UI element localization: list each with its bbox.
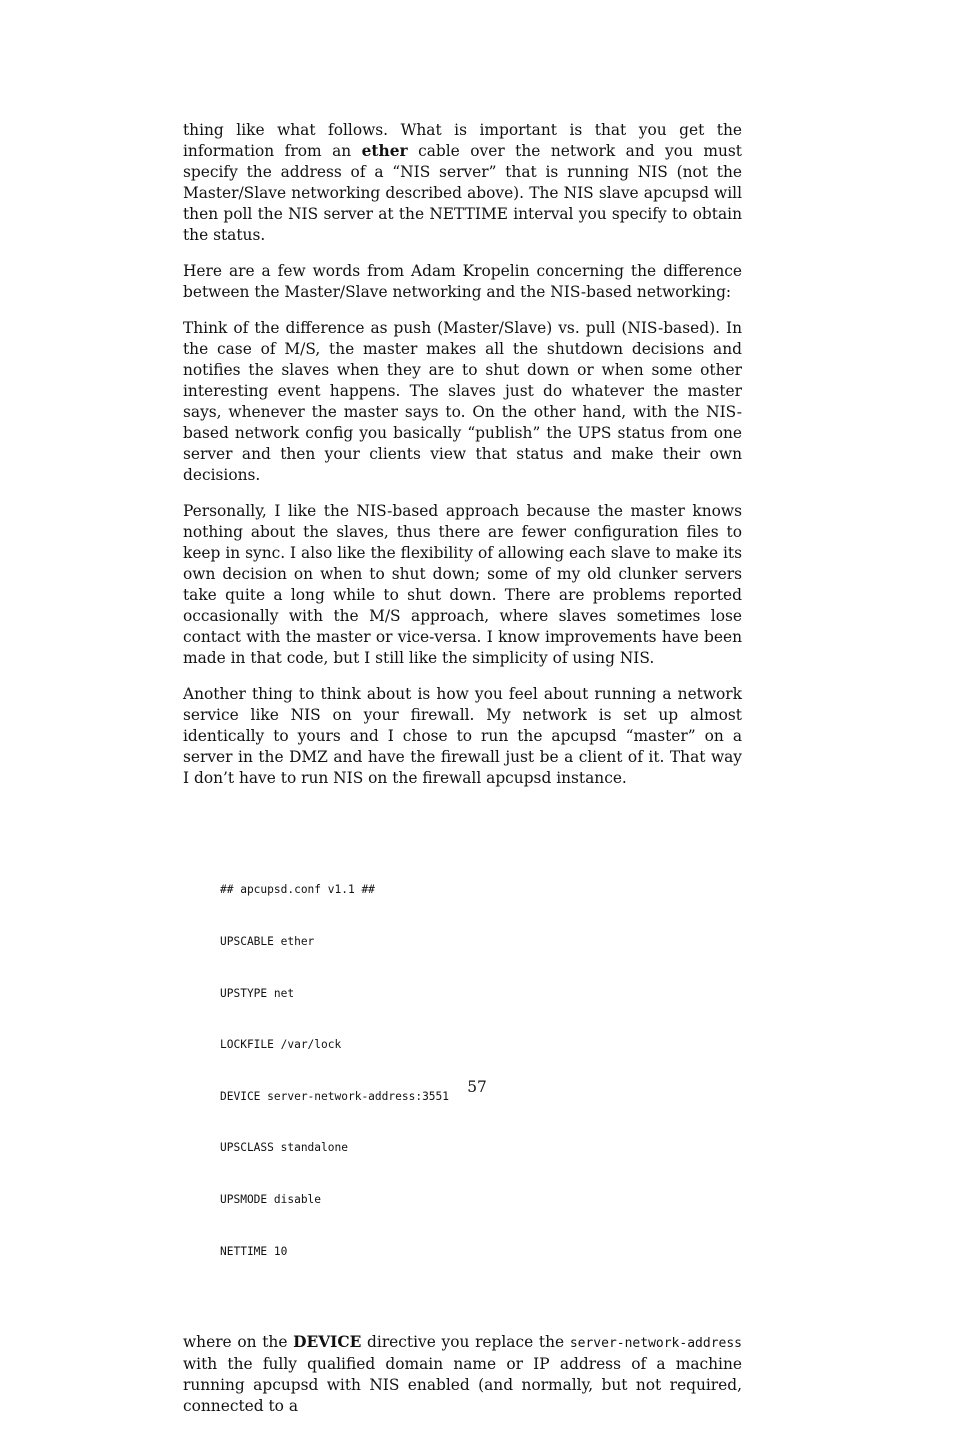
bold-term-device: DEVICE — [293, 1333, 362, 1352]
paragraph-text: thing like what follows. What is important is that you get the information from an — [183, 121, 742, 160]
page-body — [183, 120, 742, 1432]
bold-term-ether: ether — [361, 142, 408, 160]
paragraph-kropelin-intro: Here are a few words from Adam Kropelin concerning the difference between the Master/Slave networking and the NIS-based networking: — [183, 262, 742, 301]
code-line: ## apcupsd.conf v1.1 ## — [220, 883, 375, 897]
code-line: UPSMODE disable — [220, 1193, 322, 1207]
paragraph-text: with the fully qualified domain name or IP address of a machine running apcupsd with NIS enabled (and normally, but not required, connected to a — [183, 1355, 742, 1416]
paragraph-nis-intro — [183, 120, 742, 246]
code-line: UPSCABLE ether — [220, 935, 315, 949]
code-line: DEVICE server-network-address:3551 — [220, 1089, 450, 1103]
code-line: UPSCLASS standalone — [220, 1141, 348, 1155]
page-number: 57 — [467, 1078, 487, 1096]
paragraph-device-directive — [183, 1332, 742, 1417]
paragraph-text: cable over the network and you must specify the address of a “NIS server” that is running NIS (not the Master/Slave networking described above). The NIS slave apcupsd will then poll the NIS server at the NETTIME interval you specify to obtain the status. — [183, 142, 742, 244]
code-line: UPSTYPE net — [220, 986, 295, 1000]
config-code-block — [220, 847, 742, 1294]
paragraph-push-vs-pull: Think of the difference as push (Master/Slave) vs. pull (NIS-based). In the case of M/S, the master makes all the shutdown decisions and notifies the slaves when they are to shut down or when some other interesting event happens. The slaves just do whatever the master says, whenever the master says to. On the other hand, with the NIS-based network config you basically “publish” the UPS status from one server and then your clients view that status and make their own decisions. — [183, 319, 742, 484]
code-line: NETTIME 10 — [220, 1244, 288, 1258]
paragraph-text: where on the — [183, 1333, 294, 1352]
paragraph-firewall: Another thing to think about is how you feel about running a network service like NIS on your firewall. My network is set up almost identically to yours and I chose to run the apcupsd “master” on a server in the DMZ and have the firewall just be a client of it. That way I don’t have to run NIS on the firewall apcupsd instance. — [183, 685, 742, 787]
paragraph-text: directive you replace the — [361, 1333, 570, 1352]
paragraph-personal-preference: Personally, I like the NIS-based approach because the master knows nothing about the slaves, thus there are fewer configuration files to keep in sync. I also like the flexibility of allowing each slave to make its own decision on when to shut down; some of my old clunker servers take quite a long while to shut down. There are problems reported occasionally with the M/S approach, where slaves sometimes lose contact with the master or vice-versa. I know improvements have been made in that code, but I still like the simplicity of using NIS. — [183, 502, 742, 667]
code-line: LOCKFILE /var/lock — [220, 1038, 342, 1052]
inline-code-server-address: server-network-address — [569, 1336, 742, 1352]
